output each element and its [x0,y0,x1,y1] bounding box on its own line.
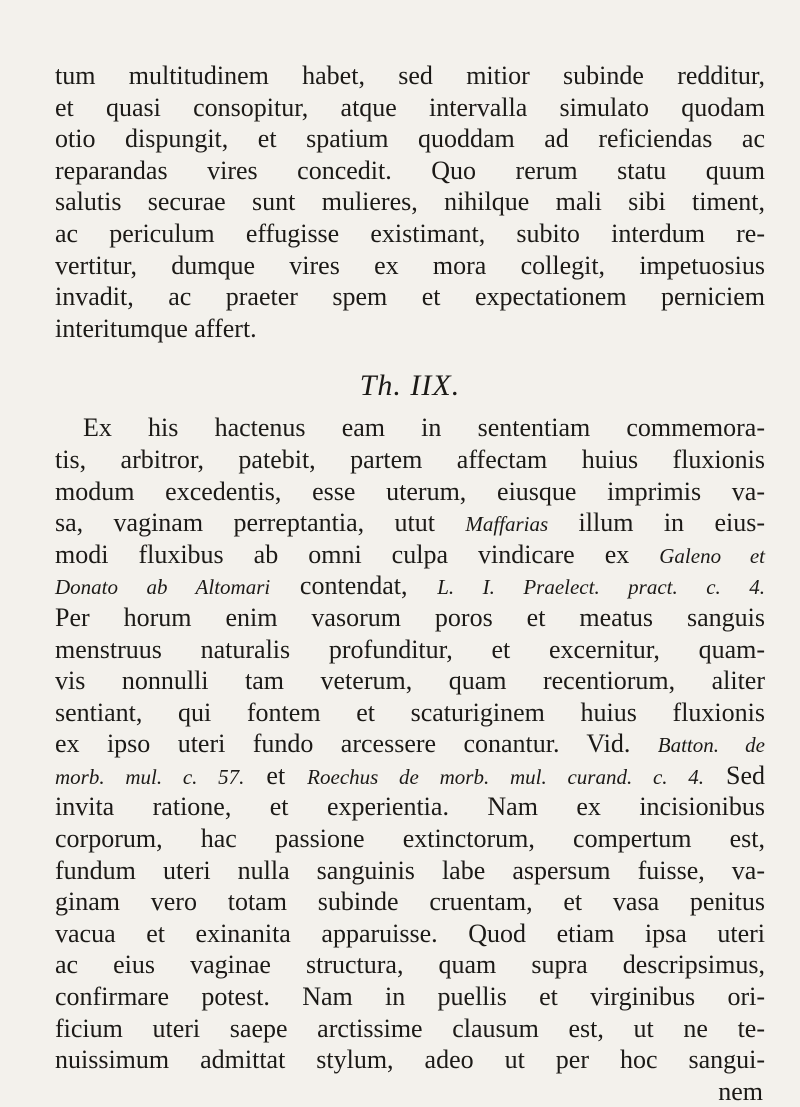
text-line: ginam vero totam subinde cruentam, et vasa penitus [55,887,765,917]
text-line: Donato ab Altomari contendat, L. I. Praelect. pract. c. 4. [55,571,765,601]
text-line: vacua et exinanita apparuisse. Quod etiam ipsa uteri [55,918,765,948]
text-line: otio dispungit, et spatium quoddam ad reficiendas ac [55,124,765,154]
text-line: et quasi consopitur, atque intervalla simulato quodam [55,92,765,122]
text-line: ficium uteri saepe arctissime clausum est, ut ne te- [55,1013,765,1043]
text-line: reparandas vires concedit. Quo rerum statu quum [55,155,765,185]
text-line: invadit, ac praeter spem et expectationem perniciem [55,282,765,312]
text-line: tis, arbitror, patebit, partem affectam huius fluxionis [55,444,765,474]
text-line: corporum, hac passione extinctorum, compertum est, [55,824,765,854]
text-line: confirmare potest. Nam in puellis et virginibus ori- [55,982,765,1012]
text-line: ac periculum effugisse existimant, subito interdum re- [55,218,765,248]
text-line: nuissimum admittat stylum, adeo ut per hoc sangui- [55,1045,765,1075]
italic-citation: Batton. de [657,733,765,758]
text-line: morb. mul. c. 57. et Roechus de morb. mul. curand. c. 4. Sed [55,760,766,790]
text-line: Ex his hactenus eam in sententiam commemora- [83,413,765,443]
text-line: sentiant, qui fontem et scaturiginem huius fluxionis [55,697,765,727]
page-text [55,60,765,1107]
italic-citation: Roechus de morb. mul. curand. c. 4. [307,764,705,789]
catchword: nem [718,1076,763,1106]
text-line: sa, vaginam perreptantia, utut Maffarias illum in eius- [55,508,765,538]
section-heading: Th. IIX. [359,369,461,403]
text-line: modi fluxibus ab omni culpa vindicare ex Galeno et [55,539,765,569]
text-line: invita ratione, et experientia. Nam ex incisionibus [55,792,765,822]
italic-citation: L. I. Praelect. pract. c. 4. [437,575,765,600]
paragraph-1 [55,60,765,344]
italic-citation: Galeno et [659,543,765,568]
italic-citation: Maffarias [465,512,549,537]
italic-citation: morb. mul. c. 57. [55,764,245,789]
text-line: interitumque affert. [55,313,257,343]
text-line: salutis securae sunt mulieres, nihilque mali sibi timent, [55,187,765,217]
text-line: vertitur, dumque vires ex mora collegit, impetuosius [55,250,765,280]
text-line: vis nonnulli tam veterum, quam recentiorum, aliter [55,666,765,696]
text-line: modum excedentis, esse uterum, eiusque imprimis va- [55,476,765,506]
text-line: ex ipso uteri fundo arcessere conantur. Vid. Batton. de [55,729,765,759]
paragraph-2 [55,412,765,1075]
text-line: fundum uteri nulla sanguinis labe aspersum fuisse, va- [55,855,765,885]
text-line: tum multitudinem habet, sed mitior subinde redditur, [55,61,765,90]
text-line: menstruus naturalis profunditur, et excernitur, quam- [55,634,765,664]
text-line: Per horum enim vasorum poros et meatus sanguis [55,602,765,632]
italic-citation: Donato ab Altomari [55,575,271,600]
text-line: ac eius vaginae structura, quam supra descripsimus, [55,950,765,980]
